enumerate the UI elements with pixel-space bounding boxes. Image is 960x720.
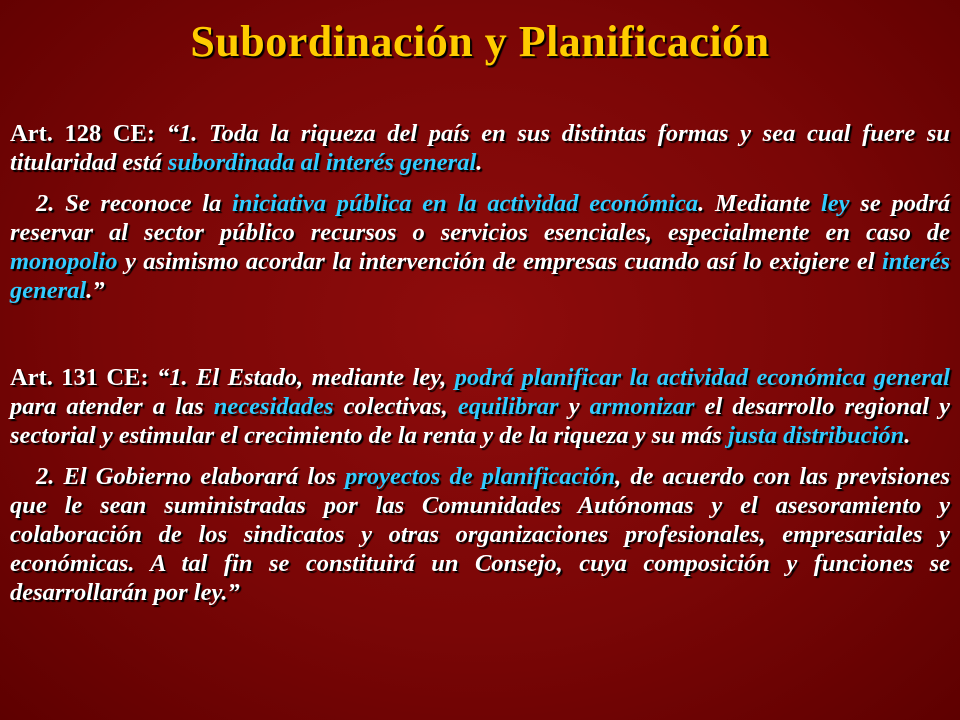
art131-paragraph-1 [10,363,950,450]
art128-text: .” [86,277,105,304]
highlight-equilibrar: equilibrar [457,393,559,420]
slide-body [10,119,950,607]
highlight-ley: ley [821,190,850,217]
highlight-armonizar: armonizar [589,393,695,420]
art128-text: . Mediante [698,190,821,217]
art131-text: el desarrollo regional y sectorial y estimular el crecimiento de la renta y de la riqueza y su más [10,393,950,449]
art128-label: Art. 128 CE: [10,120,167,147]
highlight-iniciativa-publica: iniciativa pública en la actividad económica [232,190,699,217]
slide-title: Subordinación y Planificación [190,17,770,66]
art131-text: colectivas, [333,393,458,420]
art131-text: . [904,422,911,449]
art128-text: . [476,149,483,176]
highlight-subordinada: subordinada al interés general [167,149,477,176]
art131-text: para atender a las [10,393,214,420]
art128-text: 2. Se reconoce la [36,190,233,217]
art131-text: y [558,393,590,420]
art128-paragraph-2 [10,189,950,305]
art131-paragraph-2 [10,462,950,607]
highlight-justa-distribucion: justa distribución [727,422,905,449]
art131-text: 2. El Gobierno elaborará los [36,463,346,490]
art128-paragraph-1 [10,119,950,177]
art131-text: “1. El Estado, mediante ley, [157,364,455,391]
highlight-proyectos-planificacion: proyectos de planificación [345,463,616,490]
highlight-interes-general: interés general [10,248,950,304]
art131-text: , de acuerdo con las previsiones que le sean suministradas por las Comunidades Autónomas y el asesoramiento y colaboración de los sindicatos y otras organizaciones profesionales, empresariales y económicas. A tal fin se constituirá un Consejo, cuya composición y funciones se desarrollarán por ley.” [10,463,950,606]
art128-text: “1. Toda la riqueza del país en sus distintas formas y sea cual fuere su titularidad está [10,120,951,176]
highlight-necesidades: necesidades [213,393,334,420]
highlight-monopolio: monopolio [10,248,118,275]
art128-text: se podrá reservar al sector público recursos o servicios esenciales, especialmente en caso de [10,190,950,246]
highlight-planificar: podrá planificar la actividad económica general [454,364,950,391]
art131-label: Art. 131 CE: [10,364,158,391]
art128-text: y asimismo acordar la intervención de empresas cuando así lo exigiere el [117,248,882,275]
